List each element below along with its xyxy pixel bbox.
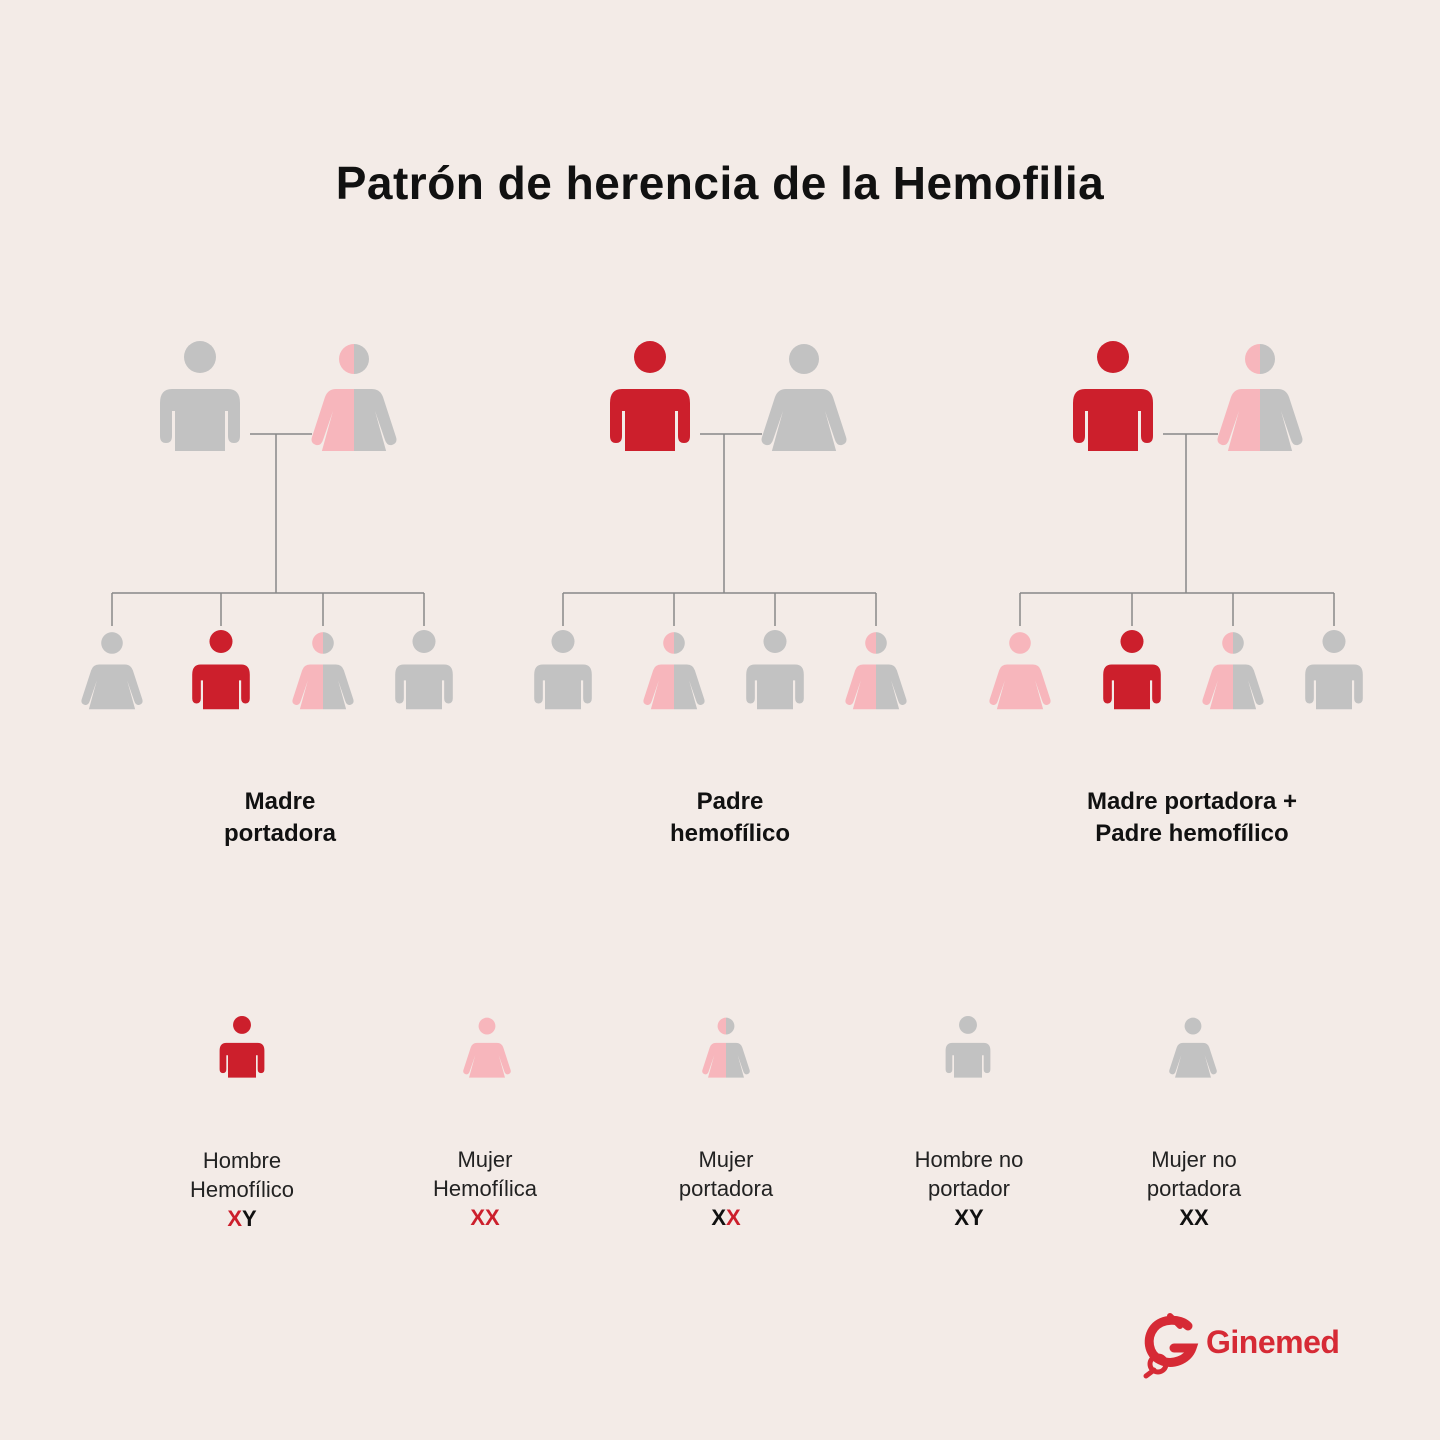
legend-figure-non-carrier-male: [946, 1016, 991, 1115]
genotype-chr-2: X: [485, 1205, 500, 1230]
legend-hombre-hemofilico: [132, 1146, 352, 1233]
legend-line1: Mujer: [698, 1147, 754, 1172]
genotype: [859, 1203, 1079, 1232]
legend-line2: Hemofílico: [190, 1177, 294, 1202]
legend-figure-carrier-female: [702, 1018, 750, 1115]
child-figure: [746, 630, 804, 757]
genotype-chr-1: X: [470, 1205, 485, 1230]
family-label-ambos: [992, 786, 1392, 850]
ginemed-logo-icon: [1140, 1312, 1204, 1382]
legend-line1: Mujer: [457, 1147, 513, 1172]
family-label-line1: Padre: [696, 788, 764, 815]
genotype-chr-2: X: [726, 1205, 741, 1230]
father-figure: [160, 341, 240, 517]
father-figure: [610, 341, 690, 517]
child-figure: [395, 630, 453, 757]
legend-line2: portadora: [1146, 1176, 1242, 1201]
child-figure: [989, 632, 1050, 757]
child-figure: [643, 632, 704, 757]
child-figure: [292, 632, 353, 757]
child-figure: [192, 630, 250, 757]
family-label-line1: Madre: [244, 788, 316, 815]
legend-mujer-portadora: [616, 1145, 836, 1232]
legend-line2: portador: [928, 1176, 1010, 1201]
legend-figure-hemophilic-male: [220, 1016, 265, 1115]
family-label-madre-portadora: [80, 786, 480, 850]
family-label-line2: portadora: [223, 820, 336, 847]
genotype-chr-2: X: [1194, 1205, 1209, 1230]
legend-mujer-hemofilica: [375, 1145, 595, 1232]
legend-hombre-no-portador: [859, 1145, 1079, 1232]
pedigree-lines: [112, 434, 1334, 626]
child-figure: [1202, 632, 1263, 757]
family-label-padre-hemofilico: [530, 786, 930, 850]
legend-figure-non-carrier-female: [1169, 1018, 1217, 1115]
legend-figure-hemophilic-female: [463, 1018, 511, 1115]
family-label-line2: Padre hemofílico: [1095, 820, 1289, 847]
legend-line2: portadora: [678, 1176, 774, 1201]
father-figure: [1073, 341, 1153, 517]
genotype: [375, 1203, 595, 1232]
child-figure: [1103, 630, 1161, 757]
genotype-chr-1: X: [227, 1206, 242, 1231]
genotype-chr-1: X: [1179, 1205, 1194, 1230]
genotype: [1084, 1203, 1304, 1232]
child-figure: [845, 632, 906, 757]
legend-line1: Hombre no: [914, 1147, 1024, 1172]
child-figure: [1305, 630, 1363, 757]
mother-figure: [762, 344, 847, 517]
legend-line2: Hemofílica: [433, 1176, 537, 1201]
genotype: [616, 1203, 836, 1232]
genotype-chr-2: Y: [969, 1205, 984, 1230]
legend-line1: Mujer no: [1151, 1147, 1237, 1172]
figures-layer: [81, 341, 1362, 1115]
family-label-line1: Madre portadora +: [1086, 788, 1298, 815]
page-title: Patrón de herencia de la Hemofilia: [335, 157, 1105, 209]
genotype-chr-1: X: [954, 1205, 969, 1230]
mother-figure: [1218, 344, 1303, 517]
genotype-chr-1: X: [711, 1205, 726, 1230]
ginemed-logo[interactable]: [1140, 1312, 1360, 1382]
child-figure: [534, 630, 592, 757]
child-figure: [81, 632, 142, 757]
legend-line1: Hombre: [202, 1148, 282, 1173]
mother-figure: [312, 344, 397, 517]
brand-name: Ginemed: [1206, 1324, 1340, 1360]
family-label-line2: hemofílico: [669, 820, 790, 847]
genotype-chr-2: Y: [242, 1206, 257, 1231]
legend-mujer-no-portadora: [1084, 1145, 1304, 1232]
genotype: [132, 1204, 352, 1233]
